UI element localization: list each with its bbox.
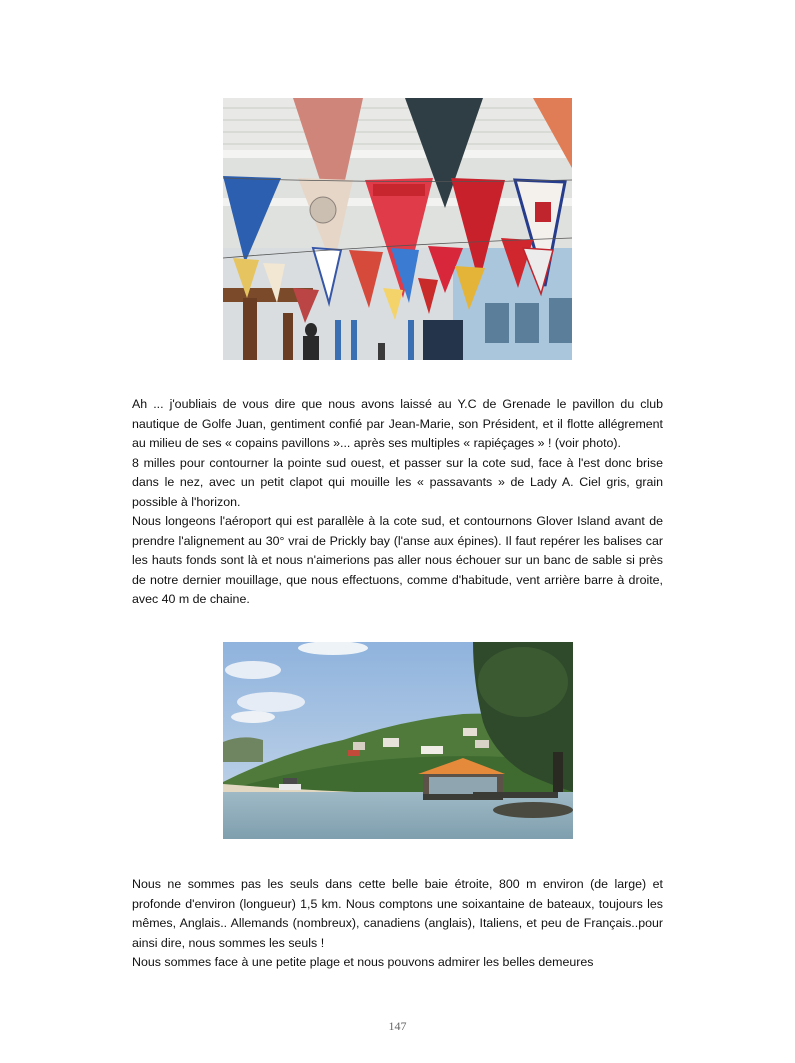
paragraph: 8 milles pour contourner la pointe sud ouest, et passer sur la cote sud, face à l'est donc brise dans le nez, avec un petit clapot qui mouille les « passavants » de Lady A. Ciel gris, grain possible à l'horizon. [132, 455, 663, 509]
paragraph: Nous ne sommes pas les seuls dans cette belle baie étroite, 800 m environ (de large) et profonde d'environ (longueur) 1,5 km. Nous comptons une soixantaine de bateaux, toujours les mêmes, Anglais.. Allemands (nombreux), canadiens (anglais), Italiens, et peu de Français..pour ainsi dire, nous sommes les seuls ! [132, 877, 663, 950]
page-number: 147 [388, 1019, 407, 1033]
text-block-1 [132, 395, 663, 610]
text-block-2 [132, 875, 663, 973]
paragraph: Nous longeons l'aéroport qui est parallèle à la cote sud, et contournons Glover Island avant de prendre l'alignement au 30° vrai de Prickly bay (l'anse aux épines). Il faut repérer les balises car les hauts fonds sont là et nous n'aimerions pas aller nous échouer sur un banc de sable si près de notre dernier mouillage, que nous effectuons, comme d'habitude, vent arrière barre à droite, avec 40 m de chaine. [132, 514, 663, 606]
pennants-photo [223, 98, 572, 360]
bay-photo [223, 642, 573, 839]
paragraph: Nous sommes face à une petite plage et nous pouvons admirer les belles demeures [132, 955, 594, 969]
paragraph: Ah ... j'oubliais de vous dire que nous avons laissé au Y.C de Grenade le pavillon du club nautique de Golfe Juan, gentiment confié par Jean-Marie, son Président, et il flotte allégrement au milieu de ses « copains pavillons »... après ses multiples « rapiéçages » ! (voir photo). [132, 397, 663, 450]
